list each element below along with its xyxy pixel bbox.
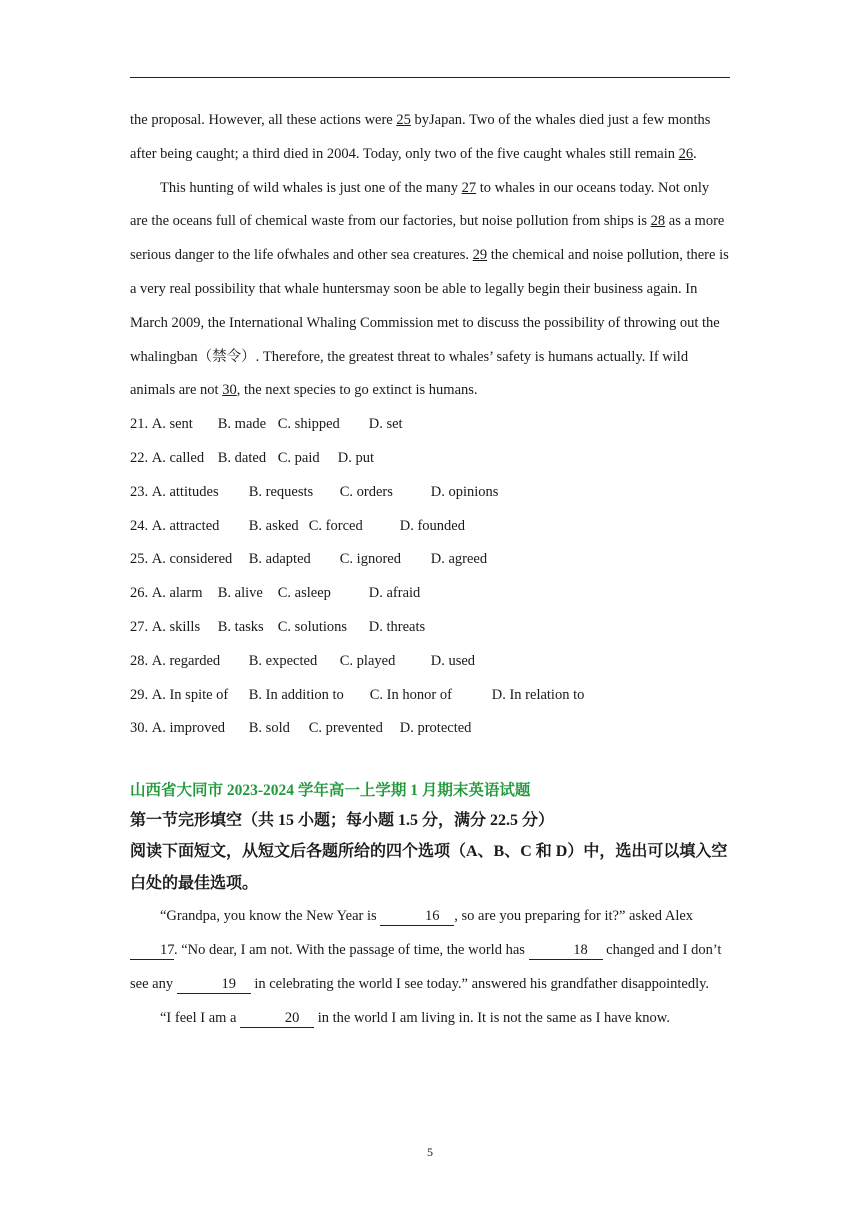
option-c: C. asleep: [277, 585, 331, 602]
passage2-paragraph-1: [130, 900, 730, 1001]
option-row-24: [130, 510, 730, 544]
question-number: 24.: [130, 517, 149, 534]
page-content: [130, 104, 730, 1035]
option-c: C. prevented: [308, 720, 383, 737]
option-c: C. shipped: [277, 416, 340, 433]
text-run: changed and I don’t see any: [130, 941, 722, 992]
text-run: , the next species to go extinct is humans.: [236, 382, 478, 399]
option-b: B. adapted: [248, 551, 311, 568]
page-number: 5: [427, 1145, 433, 1159]
text-run: in celebrating the world I see today.” answered his grandfather disappointedly.: [250, 975, 710, 992]
text-run: “I feel I am a: [160, 1009, 241, 1026]
option-a: A. alarm: [151, 585, 203, 602]
option-a: A. improved: [151, 720, 226, 737]
question-number: 29.: [130, 686, 149, 703]
option-c: C. In honor of: [369, 686, 452, 703]
option-b: B. requests: [248, 483, 314, 500]
option-row-27: [130, 611, 730, 645]
option-c: C. forced: [308, 517, 363, 534]
option-d: D. opinions: [430, 483, 499, 500]
option-d: D. set: [368, 416, 403, 433]
text-run: to whales in our oceans today. Not only are the oceans full of chemical waste from our factories, but noise pollution from ships is: [130, 179, 710, 230]
option-row-23: [130, 476, 730, 510]
passage2-paragraph-2: [130, 1002, 730, 1036]
option-a: A. In spite of: [151, 686, 229, 703]
question-number: 28.: [130, 652, 149, 669]
section-instruction: 阅读下面短文，从短文后各题所给的四个选项（A、B、C 和 D）中，选出可以填入空白处的最佳选项。: [130, 843, 728, 893]
option-d: D. protected: [399, 720, 472, 737]
blank-number-26: 26: [678, 145, 694, 162]
option-d: D. In relation to: [491, 686, 585, 703]
option-c: C. solutions: [277, 618, 348, 635]
blank-number-30: 30: [222, 382, 237, 399]
option-row-21: [130, 408, 730, 442]
text-run: , so are you preparing for it?” asked Alex: [454, 908, 694, 925]
blank-18: 18: [529, 941, 603, 960]
option-b: B. expected: [248, 652, 318, 669]
text-run: This hunting of wild whales is just one of the many: [160, 179, 462, 196]
question-number: 21.: [130, 416, 149, 433]
option-a: A. attracted: [151, 517, 220, 534]
option-b: B. asked: [248, 517, 299, 534]
passage-paragraph-2: [130, 172, 730, 409]
option-b: B. In addition to: [248, 686, 344, 703]
option-row-29: [130, 679, 730, 713]
option-d: D. founded: [399, 517, 465, 534]
section-heading: 第一节完形填空（共 15 小题；每小题 1.5 分，满分 22.5 分）: [130, 812, 555, 830]
question-number: 23.: [130, 483, 149, 500]
blank-16: 16: [380, 907, 454, 926]
option-a: A. regarded: [151, 652, 221, 669]
text-run: “Grandpa, you know the New Year is: [160, 908, 381, 925]
option-row-26: [130, 577, 730, 611]
option-b: B. sold: [248, 720, 290, 737]
blank-20: 20: [240, 1009, 314, 1028]
option-b: B. tasks: [217, 618, 264, 635]
option-a: A. attitudes: [151, 483, 219, 500]
option-d: D. afraid: [368, 585, 421, 602]
blank-number-27: 27: [461, 179, 477, 196]
option-c: C. orders: [339, 483, 393, 500]
option-b: B. made: [217, 416, 267, 433]
option-row-22: [130, 442, 730, 476]
option-d: D. put: [337, 449, 374, 466]
option-d: D. used: [430, 652, 476, 669]
option-row-28: [130, 645, 730, 679]
blank-number-28: 28: [650, 213, 666, 230]
passage-paragraph-1: [130, 104, 730, 172]
option-c: C. played: [339, 652, 396, 669]
option-a: A. considered: [151, 551, 233, 568]
blank-number-25: 25: [396, 112, 411, 128]
option-c: C. ignored: [339, 551, 401, 568]
option-d: D. threats: [368, 618, 426, 635]
option-b: B. alive: [217, 585, 263, 602]
text-run: .: [693, 145, 697, 162]
option-d: D. agreed: [430, 551, 488, 568]
text-run: the proposal. However, all these actions were: [130, 112, 397, 128]
option-b: B. dated: [217, 449, 267, 466]
blank-number-29: 29: [472, 247, 488, 264]
question-number: 25.: [130, 551, 149, 568]
answer-options: [130, 408, 730, 746]
question-number: 30.: [130, 720, 149, 737]
option-row-25: [130, 543, 730, 577]
question-number: 22.: [130, 449, 149, 466]
text-run: as a more serious danger to the life ofwhales and other sea creatures.: [130, 213, 725, 264]
blank-17: 17: [130, 941, 174, 960]
header-rule: [130, 77, 730, 78]
text-run: in the world I am living in. It is not the same as I have know.: [314, 1009, 670, 1026]
text-run: . “No dear, I am not. With the passage of time, the world has: [174, 941, 529, 958]
option-a: A. sent: [151, 416, 193, 433]
option-c: C. paid: [277, 449, 320, 466]
text-run: byJapan. Two of the whales died just a few months after being caught; a third died in 2004. Today, only two of the five caught whales still remain: [130, 112, 711, 162]
blank-19: 19: [177, 975, 251, 994]
option-a: A. called: [151, 449, 205, 466]
exam-title: 山西省大同市 2023-2024 学年高一上学期 1 月期末英语试题: [130, 782, 531, 800]
text-run: the chemical and noise pollution, there is a very real possibility that whale huntersmay soon be able to legally begin their business again. In March 2009, the International Whaling Commission met to discuss the possibility of throwing out the whalingban（禁令）. Therefore, the greatest threat to whales’ safety is humans actually. If wild animals are not: [130, 247, 729, 399]
question-number: 26.: [130, 585, 149, 602]
question-number: 27.: [130, 618, 149, 635]
option-row-30: [130, 712, 730, 746]
option-a: A. skills: [151, 618, 201, 635]
